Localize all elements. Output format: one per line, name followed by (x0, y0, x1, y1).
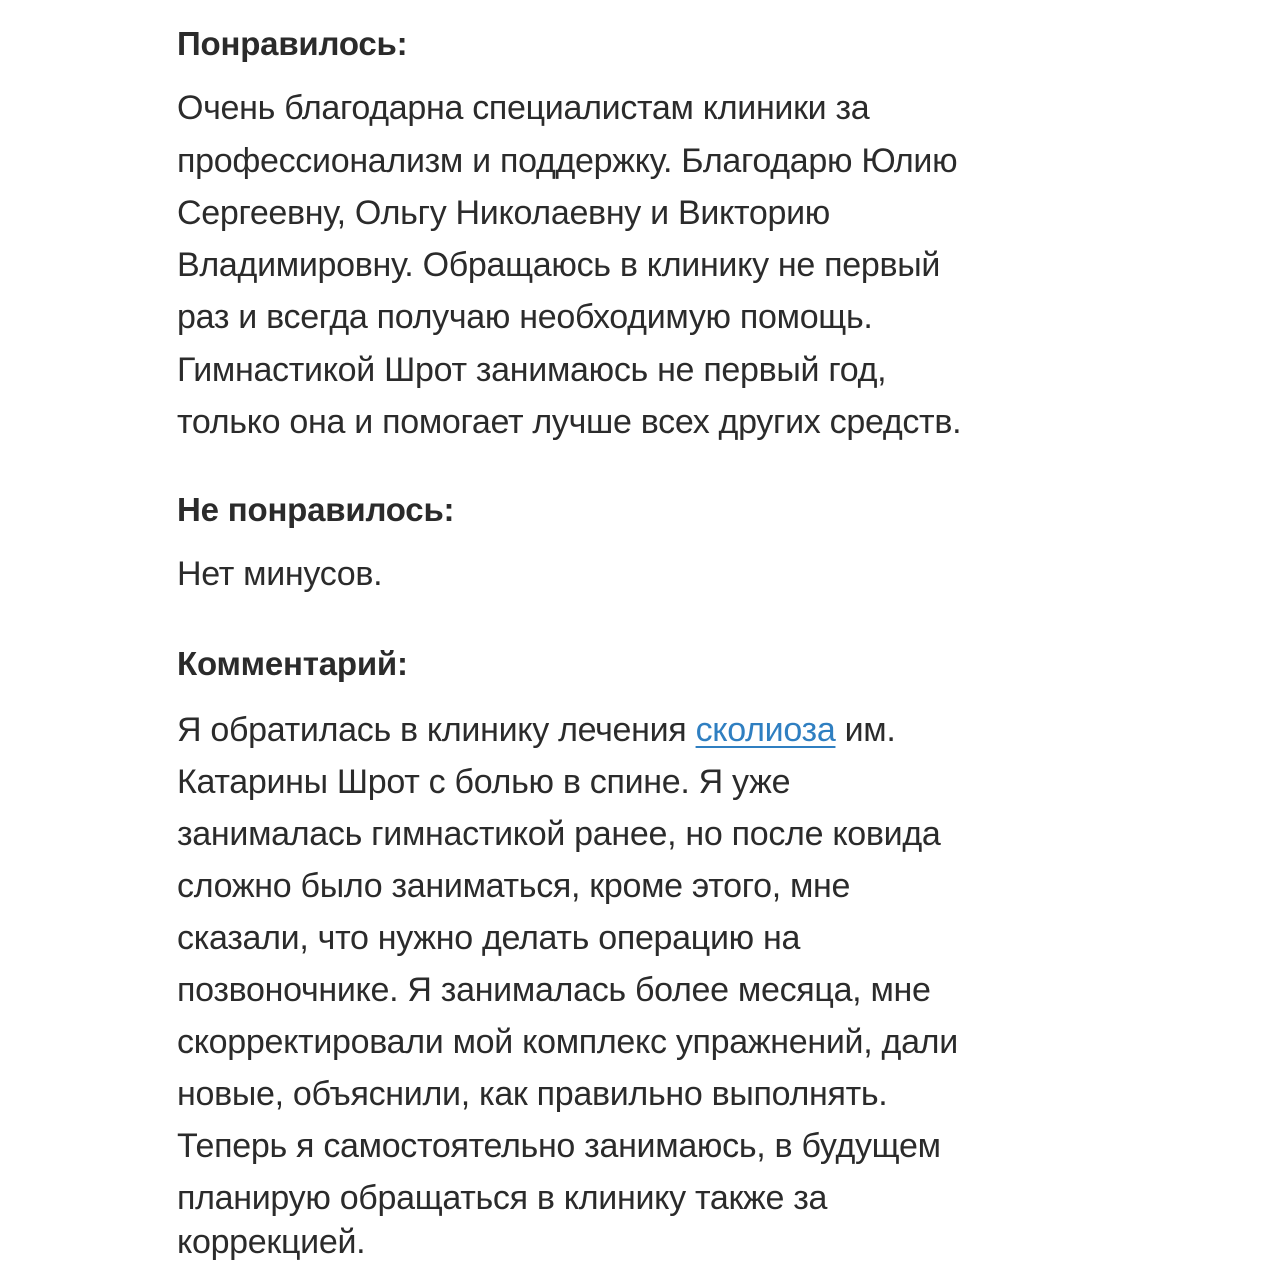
comment-line: сложно было заниматься, кроме этого, мне (177, 867, 851, 905)
comment-line: сказали, что нужно делать операцию на (177, 919, 801, 957)
comment-line-with-link (177, 710, 896, 750)
liked-line: Очень благодарна специалистам клиники за (177, 89, 870, 127)
comment-line: Катарины Шрот с болью в спине. Я уже (177, 763, 791, 801)
comment-text-after-link: им. (835, 711, 896, 749)
liked-heading: Понравилось: (177, 25, 408, 62)
comment-line: планирую обращаться в клинику также за (177, 1179, 828, 1217)
comment-line: новые, объяснили, как правильно выполнять. (177, 1075, 888, 1113)
scoliosis-link[interactable]: сколиоза (695, 711, 836, 749)
comment-heading: Комментарий: (177, 645, 408, 682)
liked-line: Гимнастикой Шрот занимаюсь не первый год, (177, 351, 887, 389)
liked-line: раз и всегда получаю необходимую помощь. (177, 298, 873, 336)
liked-line: Сергеевну, Ольгу Николаевну и Викторию (177, 194, 831, 232)
liked-line: только она и помогает лучше всех других средств. (177, 403, 962, 441)
liked-line: профессионализм и поддержку. Благодарю Юлию (177, 142, 958, 180)
comment-line: позвоночнике. Я занималась более месяца, мне (177, 971, 931, 1009)
comment-line: коррекцией. (177, 1223, 366, 1261)
comment-line: занималась гимнастикой ранее, но после ковида (177, 815, 941, 853)
disliked-heading: Не понравилось: (177, 491, 455, 528)
disliked-line: Нет минусов. (177, 555, 383, 593)
liked-line: Владимировну. Обращаюсь в клинику не первый (177, 246, 941, 284)
comment-line: Теперь я самостоятельно занимаюсь, в будущем (177, 1127, 941, 1165)
comment-line: скорректировали мой комплекс упражнений, дали (177, 1023, 958, 1061)
comment-text-before-link: Я обратилась в клинику лечения (177, 711, 696, 749)
